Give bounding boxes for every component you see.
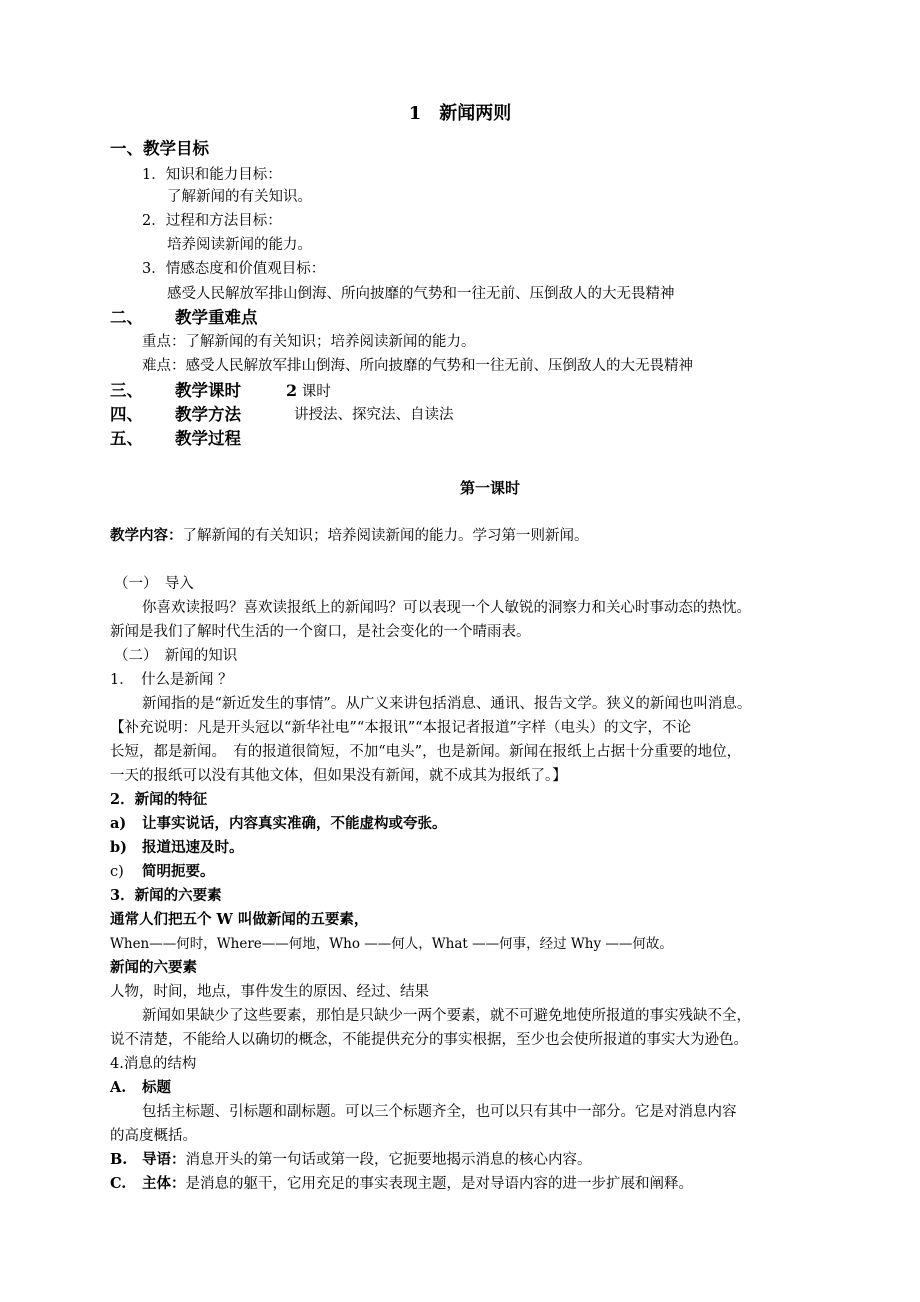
objective-3-label: 3．情感态度和价值观目标： — [142, 261, 326, 277]
structure-c-mark: C. — [110, 1175, 127, 1192]
feature-a-line — [110, 814, 447, 834]
objective-2-content: 培养阅读新闻的能力。 — [167, 237, 312, 253]
six-elements-list: 人物，时间，地点，事件发生的原因、经过、结果 — [110, 984, 429, 1000]
feature-b-line — [110, 838, 244, 858]
title-text: 新闻两则 — [439, 103, 512, 124]
structure-b-mark: B. — [110, 1151, 128, 1168]
feature-b-text: 报道迅速及时。 — [142, 839, 244, 856]
knowledge-label: （二） 新闻的知识 — [114, 648, 238, 664]
hours-unit: 课时 — [301, 384, 331, 400]
document-title — [0, 102, 920, 126]
intro-paragraph-1: 你喜欢读报吗？喜欢读报纸上的新闻吗？可以表现一个人敏锐的洞察力和关心时事动态的热忱。 — [142, 600, 751, 616]
what-paragraph-4: 一天的报纸可以没有其他文体，但如果没有新闻，就不成其为报纸了。】 — [110, 768, 567, 784]
structure-a-line — [110, 1078, 171, 1098]
title-number: 1 — [408, 103, 422, 124]
lesson-heading: 第一课时 — [459, 479, 520, 497]
structure-a-title: 标题 — [142, 1079, 171, 1096]
hours-value: 2 — [286, 381, 298, 400]
feature-c-text: 简明扼要。 — [142, 863, 215, 880]
feature-a-mark: a) — [110, 815, 127, 832]
lesson-content-line — [110, 526, 589, 546]
six-paragraph-2: 说不清楚，不能给人以确切的概念，不能提供充分的事实根据，至少也会使所报道的事实大为逊色。 — [110, 1032, 748, 1048]
features-label: 2．新闻的特征 — [110, 791, 208, 808]
structure-a-mark: A. — [110, 1079, 127, 1096]
five-w-list: When——何时，Where——何地，Who ——何人，What ——何事，经过 Why ——何故。 — [110, 936, 673, 952]
hours-value-line — [286, 381, 331, 402]
structure-b-text: 消息开头的第一句话或第一段，它扼要地揭示消息的核心内容。 — [185, 1152, 592, 1168]
five-w-intro: 通常人们把五个 W 叫做新闻的五要素， — [110, 911, 369, 928]
key-point: 重点：了解新闻的有关知识；培养阅读新闻的能力。 — [142, 334, 476, 350]
objective-2-label: 2．过程和方法目标： — [142, 213, 282, 229]
feature-a-text: 让事实说话，内容真实准确，不能虚构或夸张。 — [142, 815, 447, 832]
difficulties-heading: 教学重难点 — [175, 308, 258, 327]
methods-heading: 教学方法 — [175, 405, 241, 424]
structure-b-title: 导语： — [142, 1151, 186, 1168]
six-elements-heading: 新闻的六要素 — [110, 959, 197, 976]
process-heading: 教学过程 — [175, 429, 241, 448]
six-elements-label: 3．新闻的六要素 — [110, 887, 222, 904]
methods-value: 讲授法、探究法、自读法 — [294, 407, 454, 423]
structure-a-paragraph-2: 的高度概括。 — [110, 1128, 197, 1144]
structure-label: 4.消息的结构 — [110, 1056, 197, 1072]
what-paragraph-2: 【补充说明：凡是开头冠以“新华社电”“本报讯”“本报记者报道”字样（电头）的文字，不论 — [110, 720, 691, 736]
difficult-point: 难点：感受人民解放军排山倒海、所向披靡的气势和一往无前、压倒敌人的大无畏精神 — [142, 358, 693, 374]
difficulties-number: 二、 — [110, 308, 143, 327]
what-is-news-label: 1． 什么是新闻 ？ — [110, 672, 233, 688]
objectives-heading: 一、教学目标 — [110, 139, 209, 158]
intro-label: （一） 导入 — [114, 576, 194, 592]
feature-c-mark: c) — [110, 864, 124, 880]
lesson-content-label: 教学内容： — [110, 527, 183, 544]
six-paragraph-1: 新闻如果缺少了这些要素，那怕是只缺少一两个要素，就不可避免地使所报道的事实残缺不全， — [142, 1008, 751, 1024]
lesson-content-text: 了解新闻的有关知识；培养阅读新闻的能力。学习第一则新闻。 — [182, 528, 589, 544]
structure-c-text: 是消息的躯干，它用充足的事实表现主题，是对导语内容的进一步扩展和阐释。 — [185, 1176, 693, 1192]
structure-b-line — [110, 1150, 592, 1170]
what-paragraph-1: 新闻指的是“新近发生的事情”。从广义来讲包括消息、通讯、报告文学。狭义的新闻也叫消息。 — [142, 696, 752, 712]
intro-paragraph-2: 新闻是我们了解时代生活的一个窗口，是社会变化的一个晴雨表。 — [110, 624, 531, 640]
hours-heading: 教学课时 — [175, 381, 241, 400]
structure-c-line — [110, 1174, 693, 1194]
feature-b-mark: b) — [110, 839, 127, 856]
objective-1-content: 了解新闻的有关知识。 — [167, 189, 312, 205]
objective-3-content: 感受人民解放军排山倒海、所向披靡的气势和一往无前、压倒敌人的大无畏精神 — [167, 286, 675, 302]
feature-c-line — [110, 862, 215, 882]
hours-number: 三、 — [110, 381, 143, 400]
process-number: 五、 — [110, 429, 143, 448]
methods-number: 四、 — [110, 405, 143, 424]
structure-c-title: 主体： — [142, 1175, 186, 1192]
structure-a-paragraph-1: 包括主标题、引标题和副标题。可以三个标题齐全，也可以只有其中一部分。它是对消息内容 — [142, 1104, 737, 1120]
objective-1-label: 1．知识和能力目标： — [142, 167, 282, 183]
what-paragraph-3: 长短，都是新闻。 有的报道很简短，不加“电头”，也是新闻。新闻在报纸上占据十分重要的地位， — [110, 744, 742, 760]
